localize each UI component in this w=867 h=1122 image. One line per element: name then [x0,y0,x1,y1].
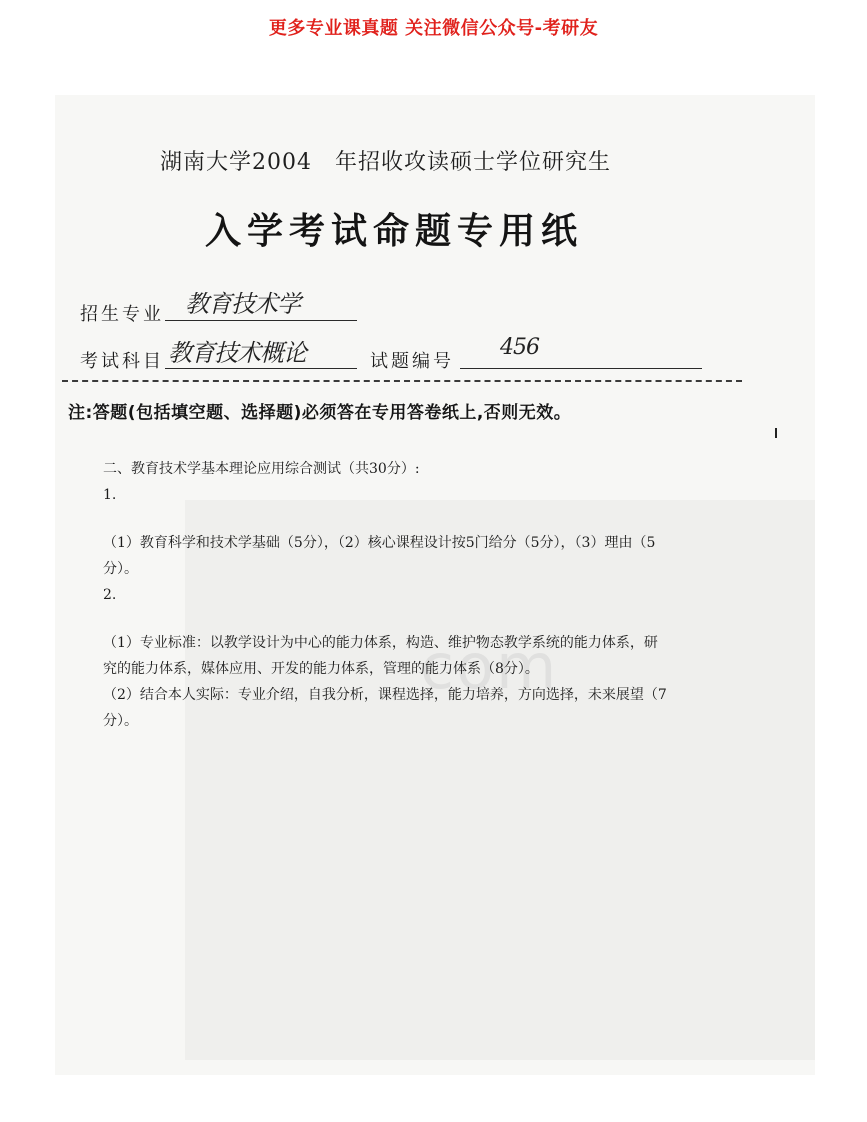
answer-notice: 注:答题(包括填空题、选择题)必须答在专用答卷纸上,否则无效。 [68,403,572,423]
code-value: 456 [500,335,539,360]
section-title: 二、教育技术学基本理论应用综合测试（共30分）: [103,461,420,477]
question-2-line-2: 究的能力体系，媒体应用、开发的能力体系，管理的能力体系（8分）。 [103,661,539,677]
question-1-number: 1. [103,487,117,503]
major-underline [165,320,357,321]
question-1-line-2: 分）。 [103,561,138,577]
exam-header-line1: 湖南大学2004 年招收攻读硕士学位研究生 [160,150,611,175]
question-2-line-4: 分）。 [103,713,138,729]
question-2-line-1: （1）专业标准：以教学设计为中心的能力体系，构造、维护物态教学系统的能力体系，研 [103,635,658,651]
scan-shade [185,500,815,1060]
subject-label: 考试科目 [80,351,164,372]
top-banner: 更多专业课真题 关注微信公众号-考研友 [268,18,599,39]
question-1-line-1: （1）教育科学和技术学基础（5分），（2）核心课程设计按5门给分（5分），（3）理由（5 [103,535,656,551]
major-value: 教育技术学 [185,290,300,318]
subject-value: 教育技术概论 [168,339,306,367]
watermark-text: com [420,630,559,703]
question-2-number: 2. [103,587,117,603]
code-underline [460,368,702,369]
question-2-line-3: （2）结合本人实际：专业介绍，自我分析，课程选择，能力培养，方向选择，未来展望（7 [103,687,667,703]
dashed-separator [62,380,742,382]
exam-header-title: 入学考试命题专用纸 [205,210,584,252]
major-label: 招生专业 [80,304,164,325]
subject-underline [165,368,357,369]
margin-tick [775,428,777,438]
code-label: 试题编号 [370,351,454,372]
